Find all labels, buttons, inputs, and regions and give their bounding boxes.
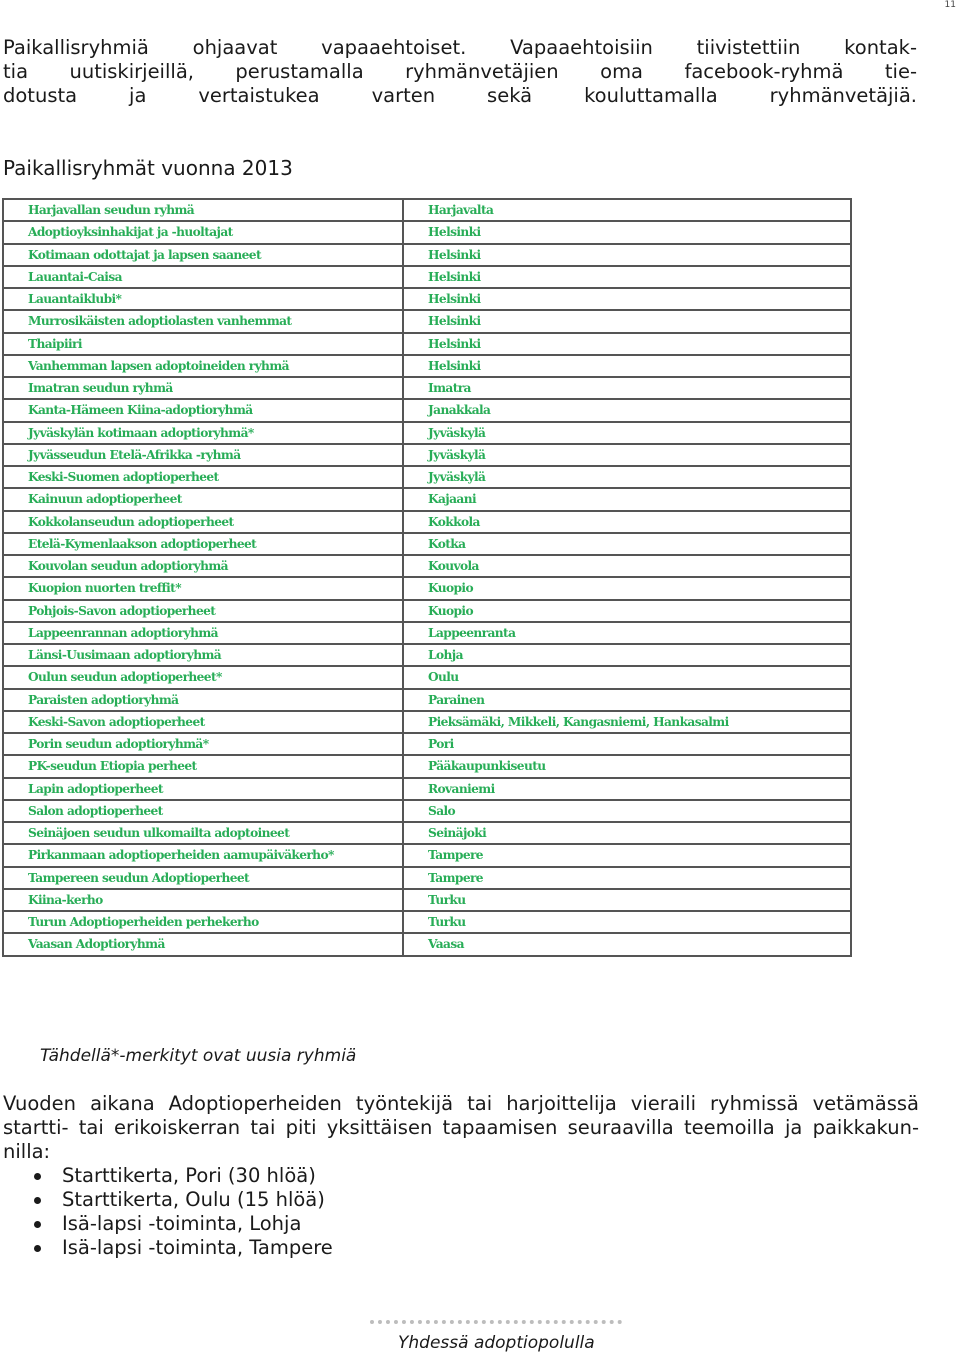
- footer-divider: [370, 1320, 622, 1324]
- group-name-cell: PK-seudun Etiopia perheet: [3, 755, 403, 777]
- visits-line: Vuoden aikana Adoptioperheiden työntekijä tai harjoittelija vieraili ryhmissä vetämässä: [3, 1092, 919, 1115]
- table-row: [3, 399, 851, 421]
- list-item-text: Starttikerta, Pori (30 hlöä): [62, 1164, 316, 1187]
- group-name-cell: Kainuun adoptioperheet: [3, 488, 403, 510]
- group-name-cell: Thaipiiri: [3, 333, 403, 355]
- list-item: [30, 1188, 333, 1212]
- table-row: [3, 778, 851, 800]
- groups-table: [2, 198, 852, 957]
- group-place-cell: Helsinki: [403, 266, 851, 288]
- list-item-text: Isä-lapsi -toiminta, Tampere: [62, 1236, 333, 1259]
- group-name-cell: Lauantai-Caisa: [3, 266, 403, 288]
- table-row: [3, 844, 851, 866]
- group-place-cell: Rovaniemi: [403, 778, 851, 800]
- footer-text: Yhdessä adoptiopolulla: [398, 1333, 595, 1353]
- table-row: [3, 488, 851, 510]
- group-place-cell: Helsinki: [403, 221, 851, 243]
- table-row: [3, 577, 851, 599]
- group-place-cell: Helsinki: [403, 333, 851, 355]
- group-place-cell: Lohja: [403, 644, 851, 666]
- table-row: [3, 310, 851, 332]
- table-row: [3, 288, 851, 310]
- intro-line: Paikallisryhmiä ohjaavat vapaaehtoiset. Vapaaehtoisiin tiivistettiin kontak-: [3, 36, 917, 59]
- group-name-cell: Kiina-kerho: [3, 889, 403, 911]
- table-row: [3, 333, 851, 355]
- group-name-cell: Kanta-Hämeen Kiina-adoptioryhmä: [3, 399, 403, 421]
- group-place-cell: Jyväskylä: [403, 466, 851, 488]
- group-place-cell: Seinäjoki: [403, 822, 851, 844]
- group-place-cell: Kotka: [403, 533, 851, 555]
- group-place-cell: Pieksämäki, Mikkeli, Kangasniemi, Hankasalmi: [403, 711, 851, 733]
- table-row: [3, 755, 851, 777]
- group-name-cell: Keski-Savon adoptioperheet: [3, 711, 403, 733]
- group-place-cell: Vaasa: [403, 933, 851, 955]
- group-place-cell: Lappeenranta: [403, 622, 851, 644]
- group-name-cell: Etelä-Kymenlaakson adoptioperheet: [3, 533, 403, 555]
- group-name-cell: Kuopion nuorten treffit*: [3, 577, 403, 599]
- group-name-cell: Lappeenrannan adoptioryhmä: [3, 622, 403, 644]
- table-row: [3, 666, 851, 688]
- group-place-cell: Janakkala: [403, 399, 851, 421]
- groups-table-body: [3, 199, 851, 956]
- group-place-cell: Helsinki: [403, 310, 851, 332]
- group-place-cell: Imatra: [403, 377, 851, 399]
- group-place-cell: Turku: [403, 889, 851, 911]
- table-row: [3, 422, 851, 444]
- group-place-cell: Turku: [403, 911, 851, 933]
- list-item: [30, 1164, 333, 1188]
- group-name-cell: Salon adoptioperheet: [3, 800, 403, 822]
- group-place-cell: Jyväskylä: [403, 444, 851, 466]
- visits-line: startti- tai erikoiskerran tai piti yksittäisen tapaamisen seuraavilla teemoilla ja paikkakun-: [3, 1116, 919, 1139]
- group-place-cell: Kuopio: [403, 600, 851, 622]
- table-row: [3, 377, 851, 399]
- group-name-cell: Kotimaan odottajat ja lapsen saaneet: [3, 244, 403, 266]
- table-row: [3, 689, 851, 711]
- list-item: [30, 1212, 333, 1236]
- group-place-cell: Kajaani: [403, 488, 851, 510]
- intro-line: tia uutiskirjeillä, perustamalla ryhmänvetäjien oma facebook-ryhmä tie-: [3, 60, 917, 83]
- group-name-cell: Keski-Suomen adoptioperheet: [3, 466, 403, 488]
- bullet-icon: [34, 1173, 41, 1180]
- table-row: [3, 555, 851, 577]
- table-row: [3, 911, 851, 933]
- visits-line: nilla:: [3, 1140, 51, 1163]
- table-row: [3, 622, 851, 644]
- group-place-cell: Pääkaupunkiseutu: [403, 755, 851, 777]
- group-name-cell: Kouvolan seudun adoptioryhmä: [3, 555, 403, 577]
- group-name-cell: Paraisten adoptioryhmä: [3, 689, 403, 711]
- group-name-cell: Kokkolanseudun adoptioperheet: [3, 511, 403, 533]
- table-row: [3, 711, 851, 733]
- table-row: [3, 355, 851, 377]
- group-place-cell: Oulu: [403, 666, 851, 688]
- group-place-cell: Harjavalta: [403, 199, 851, 221]
- group-name-cell: Lapin adoptioperheet: [3, 778, 403, 800]
- group-name-cell: Murrosikäisten adoptiolasten vanhemmat: [3, 310, 403, 332]
- table-row: [3, 266, 851, 288]
- page-number: 11: [944, 0, 956, 10]
- visit-list: [30, 1164, 333, 1260]
- intro-paragraph: [3, 36, 917, 108]
- table-row: [3, 889, 851, 911]
- table-row: [3, 533, 851, 555]
- list-item-text: Starttikerta, Oulu (15 hlöä): [62, 1188, 325, 1211]
- bullet-icon: [34, 1245, 41, 1252]
- group-place-cell: Kokkola: [403, 511, 851, 533]
- group-place-cell: Salo: [403, 800, 851, 822]
- list-item: [30, 1236, 333, 1260]
- table-row: [3, 466, 851, 488]
- table-row: [3, 221, 851, 243]
- group-place-cell: Jyväskylä: [403, 422, 851, 444]
- group-place-cell: Pori: [403, 733, 851, 755]
- group-place-cell: Tampere: [403, 844, 851, 866]
- bullet-icon: [34, 1197, 41, 1204]
- table-row: [3, 444, 851, 466]
- group-name-cell: Pohjois-Savon adoptioperheet: [3, 600, 403, 622]
- table-row: [3, 199, 851, 221]
- table-row: [3, 822, 851, 844]
- group-place-cell: Parainen: [403, 689, 851, 711]
- bullet-icon: [34, 1221, 41, 1228]
- group-place-cell: Kouvola: [403, 555, 851, 577]
- footnote: Tähdellä*-merkityt ovat uusia ryhmiä: [40, 1046, 357, 1066]
- group-name-cell: Imatran seudun ryhmä: [3, 377, 403, 399]
- group-name-cell: Vanhemman lapsen adoptoineiden ryhmä: [3, 355, 403, 377]
- group-place-cell: Helsinki: [403, 355, 851, 377]
- table-row: [3, 644, 851, 666]
- group-name-cell: Vaasan Adoptioryhmä: [3, 933, 403, 955]
- group-name-cell: Turun Adoptioperheiden perhekerho: [3, 911, 403, 933]
- group-name-cell: Porin seudun adoptioryhmä*: [3, 733, 403, 755]
- visits-paragraph: [3, 1092, 919, 1164]
- table-row: [3, 733, 851, 755]
- table-row: [3, 800, 851, 822]
- group-name-cell: Lauantaiklubi*: [3, 288, 403, 310]
- table-row: [3, 244, 851, 266]
- table-row: [3, 600, 851, 622]
- table-row: [3, 511, 851, 533]
- group-place-cell: Tampere: [403, 867, 851, 889]
- group-name-cell: Jyvässeudun Etelä-Afrikka -ryhmä: [3, 444, 403, 466]
- section-title: Paikallisryhmät vuonna 2013: [3, 156, 293, 180]
- group-name-cell: Jyväskylän kotimaan adoptioryhmä*: [3, 422, 403, 444]
- intro-line: dotusta ja vertaistukea varten sekä kouluttamalla ryhmänvetäjiä.: [3, 84, 917, 107]
- group-name-cell: Harjavallan seudun ryhmä: [3, 199, 403, 221]
- group-name-cell: Oulun seudun adoptioperheet*: [3, 666, 403, 688]
- group-name-cell: Tampereen seudun Adoptioperheet: [3, 867, 403, 889]
- group-name-cell: Länsi-Uusimaan adoptioryhmä: [3, 644, 403, 666]
- group-name-cell: Adoptioyksinhakijat ja -huoltajat: [3, 221, 403, 243]
- list-item-text: Isä-lapsi -toiminta, Lohja: [62, 1212, 302, 1235]
- group-name-cell: Seinäjoen seudun ulkomailta adoptoineet: [3, 822, 403, 844]
- group-name-cell: Pirkanmaan adoptioperheiden aamupäiväkerho*: [3, 844, 403, 866]
- group-place-cell: Helsinki: [403, 244, 851, 266]
- group-place-cell: Helsinki: [403, 288, 851, 310]
- table-row: [3, 867, 851, 889]
- table-row: [3, 933, 851, 955]
- group-place-cell: Kuopio: [403, 577, 851, 599]
